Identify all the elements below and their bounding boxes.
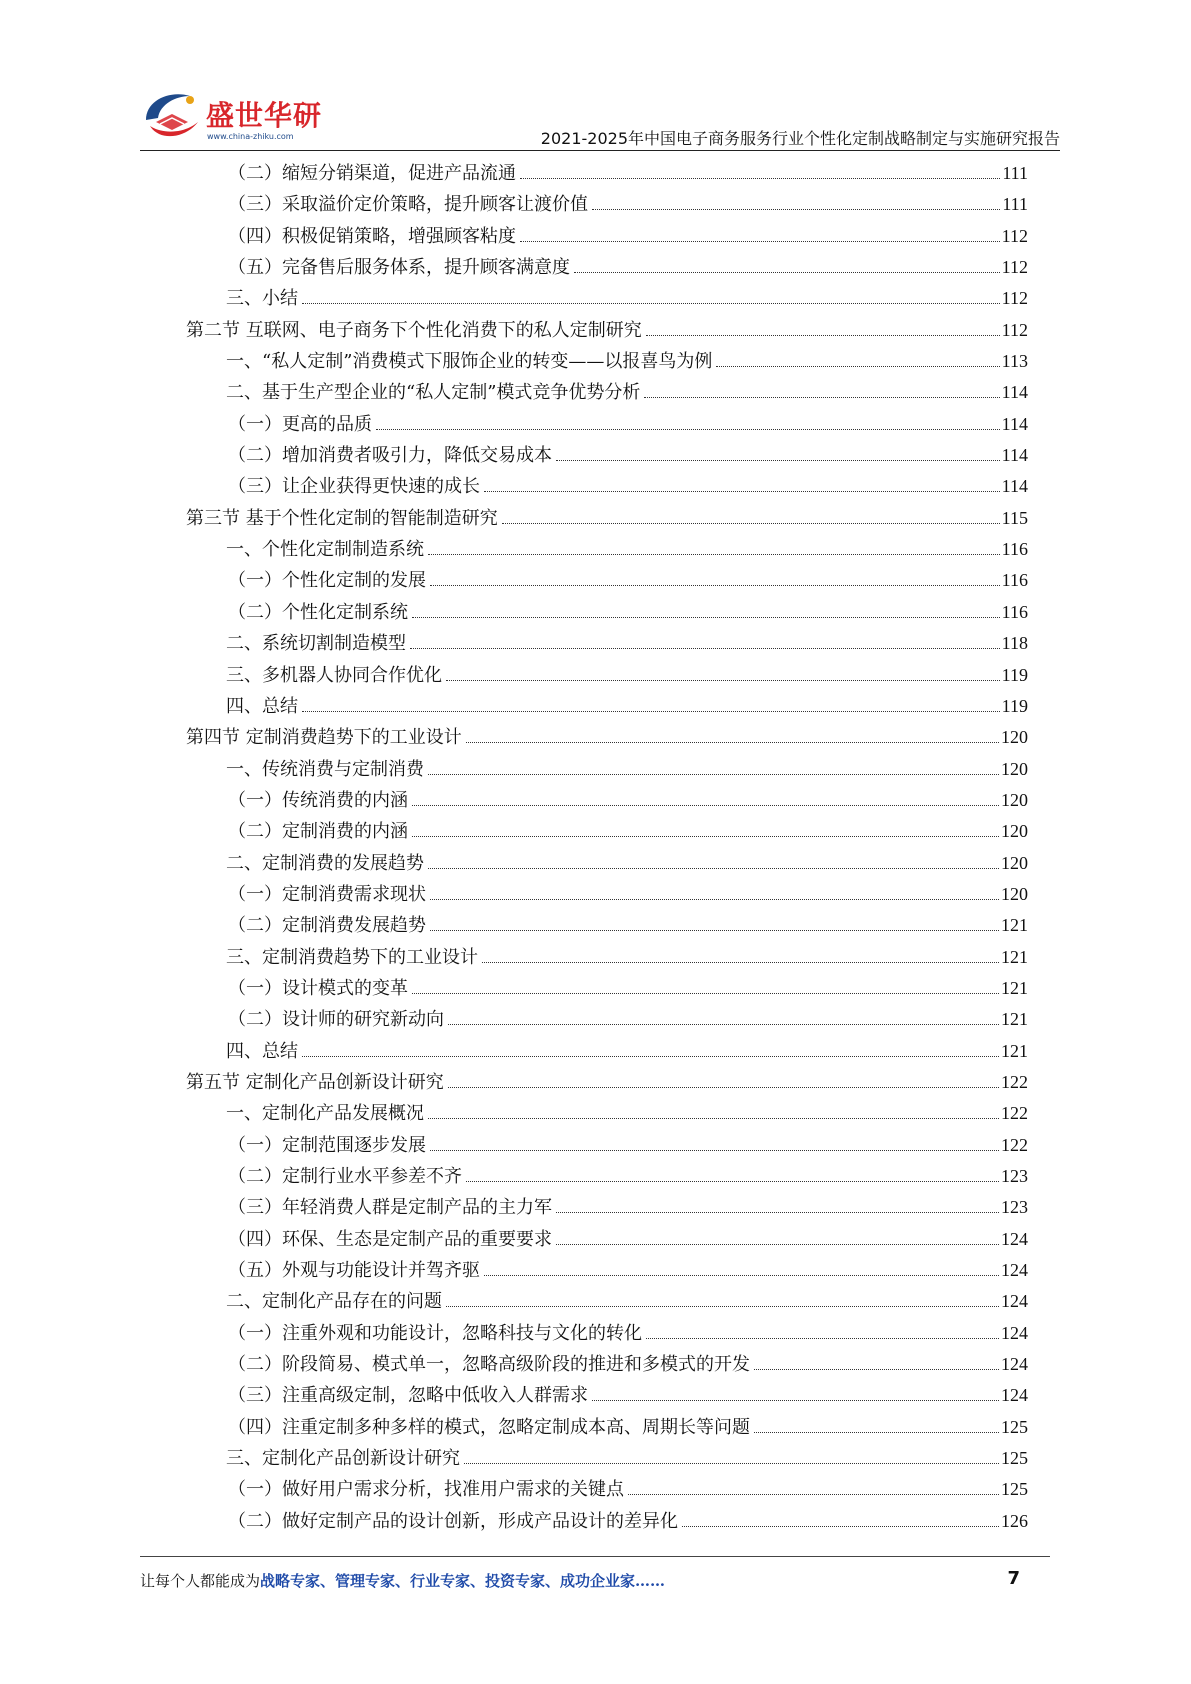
toc-entry-label: （二）设计师的研究新动向 <box>228 1009 444 1031</box>
toc-dot-leader <box>430 585 1000 586</box>
toc-dot-leader <box>448 1024 999 1025</box>
toc-entry[interactable] <box>186 1067 1028 1098</box>
toc-dot-leader <box>592 1400 999 1401</box>
toc-dot-leader <box>412 836 999 837</box>
toc-entry[interactable] <box>186 754 1028 785</box>
toc-dot-leader <box>754 1432 999 1433</box>
toc-entry[interactable] <box>186 1443 1028 1474</box>
toc-entry-label: 第二节 互联网、电子商务下个性化消费下的私人定制研究 <box>186 319 642 341</box>
toc-entry-label: 三、小结 <box>226 288 298 310</box>
toc-entry-label: （二）定制行业水平参差不齐 <box>228 1166 462 1187</box>
toc-dot-leader <box>412 617 1000 618</box>
toc-entry-page: 121 <box>1001 1009 1028 1030</box>
toc-dot-leader <box>466 1181 999 1182</box>
toc-entry-page: 115 <box>1001 507 1028 528</box>
toc-entry-label: 一、“私人定制”消费模式下服饰企业的转变——以报喜鸟为例 <box>226 351 713 373</box>
toc-entry-label: （五）外观与功能设计并驾齐驱 <box>228 1260 480 1282</box>
document-title: 2021-2025年中国电子商务服务行业个性化定制战略制定与实施研究报告 <box>540 129 1060 148</box>
toc-entry-label: （五）完备售后服务体系，提升顾客满意度 <box>228 257 570 279</box>
toc-entry-label: （二）增加消费者吸引力，降低交易成本 <box>228 445 552 467</box>
toc-entry[interactable] <box>186 973 1028 1004</box>
toc-entry[interactable] <box>186 1412 1028 1443</box>
toc-entry-label: （一）更高的品质 <box>228 413 372 435</box>
toc-entry-label: 第五节 定制化产品创新设计研究 <box>186 1071 444 1093</box>
toc-entry-label: 二、定制化产品存在的问题 <box>226 1291 442 1313</box>
toc-entry[interactable] <box>186 1255 1028 1286</box>
toc-dot-leader <box>716 366 999 367</box>
toc-entry[interactable] <box>186 346 1028 377</box>
toc-entry-label: （二）个性化定制系统 <box>228 601 408 623</box>
toc-dot-leader <box>556 1212 999 1213</box>
company-logo <box>140 82 330 148</box>
toc-entry-page: 122 <box>1001 1071 1028 1092</box>
toc-entry-label: 二、系统切割制造模型 <box>226 633 406 655</box>
toc-entry-page: 121 <box>1001 977 1028 998</box>
toc-dot-leader <box>430 930 999 931</box>
toc-entry[interactable] <box>186 158 1028 189</box>
toc-dot-leader <box>502 523 1000 524</box>
toc-dot-leader <box>430 899 999 900</box>
toc-dot-leader <box>302 303 1000 304</box>
toc-entry[interactable] <box>186 1286 1028 1317</box>
toc-dot-leader <box>302 1056 999 1057</box>
toc-entry[interactable] <box>186 1474 1028 1505</box>
toc-entry[interactable] <box>186 660 1028 691</box>
toc-entry-page: 120 <box>1001 821 1028 842</box>
toc-entry-label: 一、定制化产品发展概况 <box>226 1103 424 1125</box>
footer-slogan-accent: 战略专家、管理专家、行业专家、投资专家、成功企业家…… <box>260 1572 666 1590</box>
toc-entry[interactable] <box>186 628 1028 659</box>
toc-entry-page: 112 <box>1001 288 1028 309</box>
toc-entry-page: 122 <box>1001 1134 1028 1155</box>
toc-entry-page: 124 <box>1001 1260 1028 1281</box>
toc-entry[interactable] <box>186 1130 1028 1161</box>
toc-entry-label: （三）年轻消费人群是定制产品的主力军 <box>228 1197 552 1219</box>
toc-entry-page: 124 <box>1001 1385 1028 1406</box>
toc-entry-label: 二、基于生产型企业的“私人定制”模式竞争优势分析 <box>226 382 641 404</box>
toc-dot-leader <box>484 1275 999 1276</box>
logo-url: www.china-zhiku.com <box>207 132 294 141</box>
toc-dot-leader <box>646 335 1000 336</box>
toc-entry-page: 123 <box>1001 1166 1028 1186</box>
toc-entry-label: （一）注重外观和功能设计，忽略科技与文化的转化 <box>228 1322 642 1344</box>
toc-entry-page: 114 <box>1001 476 1028 497</box>
toc-entry-label: （三）采取溢价定价策略，提升顾客让渡价值 <box>228 194 588 216</box>
header-divider <box>140 150 1060 151</box>
toc-entry[interactable] <box>186 221 1028 252</box>
toc-entry[interactable] <box>186 816 1028 847</box>
toc-dot-leader <box>466 742 999 743</box>
toc-entry-label: （二）缩短分销渠道，促进产品流通 <box>228 163 516 184</box>
toc-dot-leader <box>556 460 1000 461</box>
footer-divider <box>140 1556 1050 1557</box>
toc-entry[interactable] <box>186 1098 1028 1129</box>
toc-entry-page: 124 <box>1001 1354 1028 1375</box>
page-header <box>140 82 1060 154</box>
toc-entry-page: 118 <box>1001 633 1028 654</box>
toc-dot-leader <box>556 1244 999 1245</box>
toc-entry[interactable] <box>186 252 1028 283</box>
toc-entry-label: 四、总结 <box>226 695 298 717</box>
toc-entry-page: 120 <box>1001 852 1028 873</box>
toc-entry-page: 112 <box>1001 257 1028 278</box>
toc-dot-leader <box>412 993 999 994</box>
toc-entry[interactable] <box>186 942 1028 973</box>
toc-entry-page: 121 <box>1001 1040 1028 1061</box>
toc-dot-leader <box>574 272 1000 273</box>
toc-entry-label: （一）定制范围逐步发展 <box>228 1134 426 1156</box>
toc-entry-page: 120 <box>1001 789 1028 810</box>
toc-dot-leader <box>376 429 1000 430</box>
toc-entry[interactable] <box>186 315 1028 346</box>
toc-entry[interactable] <box>186 471 1028 502</box>
toc-entry-page: 116 <box>1001 539 1028 560</box>
toc-entry[interactable] <box>186 377 1028 408</box>
toc-entry[interactable] <box>186 1161 1028 1192</box>
toc-entry[interactable] <box>186 1318 1028 1349</box>
toc-entry-label: 第三节 基于个性化定制的智能制造研究 <box>186 507 498 529</box>
toc-dot-leader <box>412 805 999 806</box>
toc-dot-leader <box>448 1087 999 1088</box>
toc-dot-leader <box>464 1463 999 1464</box>
toc-entry[interactable] <box>186 910 1028 941</box>
toc-entry[interactable] <box>186 1224 1028 1255</box>
toc-entry-page: 116 <box>1001 570 1028 591</box>
toc-dot-leader <box>430 1150 999 1151</box>
toc-entry[interactable] <box>186 1192 1028 1223</box>
toc-entry-page: 113 <box>1001 351 1028 372</box>
toc-entry[interactable] <box>186 409 1028 440</box>
toc-entry-label: （三）让企业获得更快速的成长 <box>228 476 480 498</box>
page-footer <box>140 1570 1020 1600</box>
logo-text: 盛世华研 <box>206 99 323 132</box>
toc-dot-leader <box>482 962 999 963</box>
toc-entry-label: （四）积极促销策略，增强顾客粘度 <box>228 225 516 247</box>
toc-entry-label: （二）定制消费的内涵 <box>228 821 408 843</box>
toc-entry[interactable] <box>186 565 1028 596</box>
toc-dot-leader <box>520 241 1000 242</box>
toc-entry-page: 114 <box>1001 445 1028 466</box>
toc-entry[interactable] <box>186 848 1028 879</box>
table-of-contents <box>186 158 1028 1537</box>
toc-entry-label: （四）注重定制多种多样的模式，忽略定制成本高、周期长等问题 <box>228 1416 750 1438</box>
toc-dot-leader <box>446 680 1000 681</box>
toc-entry-label: 一、个性化定制制造系统 <box>226 539 424 561</box>
toc-dot-leader <box>302 711 1000 712</box>
toc-entry[interactable] <box>186 1380 1028 1411</box>
toc-dot-leader <box>428 868 999 869</box>
toc-dot-leader <box>428 554 1000 555</box>
toc-dot-leader <box>644 397 999 398</box>
toc-entry-page: 112 <box>1001 225 1028 246</box>
toc-entry-page: 112 <box>1001 319 1028 340</box>
toc-entry-label: 三、定制消费趋势下的工业设计 <box>226 946 478 968</box>
toc-entry-label: 三、多机器人协同合作优化 <box>226 664 442 686</box>
toc-entry-page: 121 <box>1001 946 1028 967</box>
toc-entry-page: 120 <box>1001 727 1028 748</box>
toc-dot-leader <box>484 491 1000 492</box>
toc-entry-page: 111 <box>1002 163 1028 183</box>
toc-entry-page: 122 <box>1001 1103 1028 1124</box>
toc-entry-label: （四）环保、生态是定制产品的重要要求 <box>228 1228 552 1250</box>
toc-entry-label: （一）个性化定制的发展 <box>228 570 426 592</box>
toc-dot-leader <box>428 1118 999 1119</box>
toc-dot-leader <box>754 1369 999 1370</box>
toc-entry-page: 120 <box>1001 758 1028 779</box>
toc-dot-leader <box>628 1494 999 1495</box>
toc-dot-leader <box>682 1526 999 1527</box>
toc-dot-leader <box>592 209 1000 210</box>
toc-entry[interactable] <box>186 1506 1028 1537</box>
toc-entry-label: （一）定制消费需求现状 <box>228 883 426 905</box>
toc-entry-page: 124 <box>1001 1322 1028 1343</box>
toc-entry-page: 124 <box>1001 1228 1028 1249</box>
toc-entry[interactable] <box>186 1036 1028 1067</box>
toc-entry-label: 一、传统消费与定制消费 <box>226 758 424 780</box>
footer-slogan-lead: 让每个人都能成为 <box>140 1572 261 1590</box>
toc-entry-label: 三、定制化产品创新设计研究 <box>226 1448 460 1470</box>
toc-entry[interactable] <box>186 283 1028 314</box>
toc-dot-leader <box>428 774 999 775</box>
toc-entry-page: 125 <box>1001 1479 1028 1500</box>
toc-dot-leader <box>646 1338 999 1339</box>
toc-entry-page: 119 <box>1001 695 1028 716</box>
toc-dot-leader <box>446 1306 999 1307</box>
toc-entry-page: 114 <box>1001 413 1028 434</box>
toc-dot-leader <box>520 178 1000 179</box>
toc-entry-page: 123 <box>1001 1197 1028 1218</box>
toc-entry[interactable] <box>186 691 1028 722</box>
toc-entry-label: （二）阶段简易、模式单一，忽略高级阶段的推进和多模式的开发 <box>228 1354 750 1376</box>
toc-entry-label: （一）设计模式的变革 <box>228 977 408 999</box>
toc-entry-page: 125 <box>1001 1448 1028 1469</box>
toc-entry-page: 121 <box>1001 915 1028 936</box>
toc-entry[interactable] <box>186 597 1028 628</box>
toc-entry-label: 二、定制消费的发展趋势 <box>226 852 424 874</box>
toc-dot-leader <box>410 648 1000 649</box>
toc-entry-label: （二）定制消费发展趋势 <box>228 915 426 937</box>
toc-entry-label: （二）做好定制产品的设计创新，形成产品设计的差异化 <box>228 1510 678 1532</box>
toc-entry-label: （三）注重高级定制，忽略中低收入人群需求 <box>228 1385 588 1407</box>
toc-entry[interactable] <box>186 785 1028 816</box>
toc-entry[interactable] <box>186 534 1028 565</box>
toc-entry[interactable] <box>186 722 1028 753</box>
toc-entry[interactable] <box>186 503 1028 534</box>
toc-entry-page: 119 <box>1001 664 1028 685</box>
toc-entry-page: 124 <box>1001 1291 1028 1312</box>
toc-entry-page: 126 <box>1001 1510 1028 1531</box>
toc-entry-label: （一）传统消费的内涵 <box>228 789 408 811</box>
toc-entry-page: 111 <box>1002 194 1028 215</box>
toc-entry-label: 四、总结 <box>226 1040 298 1062</box>
toc-entry[interactable] <box>186 189 1028 220</box>
page-number: 7 <box>1007 1568 1020 1589</box>
logo-emblem-icon <box>140 86 204 146</box>
toc-entry-page: 116 <box>1001 601 1028 622</box>
toc-entry-page: 114 <box>1001 382 1028 403</box>
toc-entry[interactable] <box>186 1004 1028 1035</box>
toc-entry[interactable] <box>186 879 1028 910</box>
toc-entry-label: （一）做好用户需求分析，找准用户需求的关键点 <box>228 1479 624 1501</box>
toc-entry-page: 120 <box>1001 883 1028 904</box>
toc-entry-label: 第四节 定制消费趋势下的工业设计 <box>186 727 462 749</box>
toc-entry[interactable] <box>186 1349 1028 1380</box>
toc-entry[interactable] <box>186 440 1028 471</box>
toc-entry-page: 125 <box>1001 1416 1028 1437</box>
